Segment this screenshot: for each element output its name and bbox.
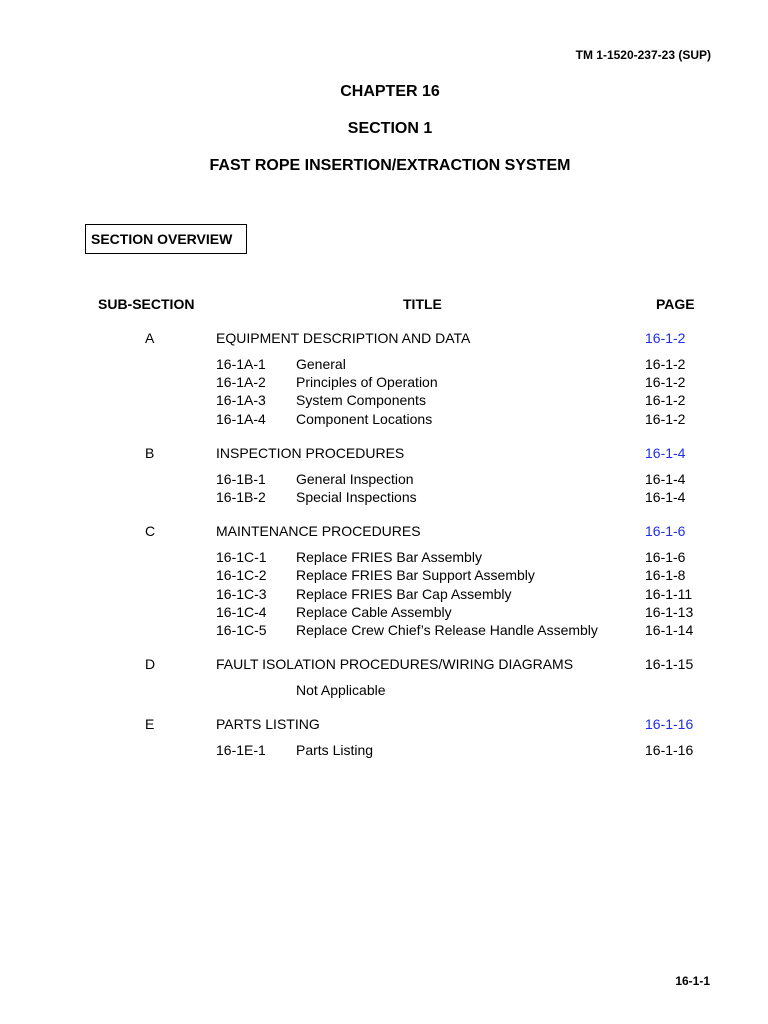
item-page: 16-1-6 bbox=[645, 549, 686, 565]
item-title: Replace FRIES Bar Support Assembly bbox=[296, 567, 535, 583]
subsection-letter: B bbox=[145, 445, 155, 461]
column-header-sub-section: SUB-SECTION bbox=[98, 296, 195, 312]
subsection-letter: E bbox=[145, 716, 155, 732]
item-title: Replace Crew Chief’s Release Handle Assembly bbox=[296, 622, 598, 638]
subsection-page-link[interactable]: 16-1-16 bbox=[645, 716, 694, 732]
subsection-page-link[interactable]: 16-1-4 bbox=[645, 445, 686, 461]
item-page: 16-1-4 bbox=[645, 471, 686, 487]
subsection-page-link[interactable]: 16-1-6 bbox=[645, 523, 686, 539]
item-code: 16-1A-1 bbox=[216, 356, 266, 372]
item-page: 16-1-14 bbox=[645, 622, 694, 638]
item-code: 16-1A-3 bbox=[216, 392, 266, 408]
item-title: Special Inspections bbox=[296, 489, 417, 505]
item-code: 16-1C-5 bbox=[216, 622, 267, 638]
item-code: 16-1C-4 bbox=[216, 604, 267, 620]
item-code: 16-1C-3 bbox=[216, 586, 267, 602]
subsection-title: PARTS LISTING bbox=[216, 716, 320, 732]
section-overview-label: SECTION OVERVIEW bbox=[85, 224, 247, 254]
item-code: 16-1C-2 bbox=[216, 567, 267, 583]
item-page: 16-1-13 bbox=[645, 604, 694, 620]
chapter-title: CHAPTER 16 bbox=[340, 83, 440, 100]
item-code: 16-1B-1 bbox=[216, 471, 266, 487]
item-title: Not Applicable bbox=[296, 682, 386, 698]
section-title: SECTION 1 bbox=[347, 120, 433, 137]
item-title: Principles of Operation bbox=[296, 374, 438, 390]
subsection-title: INSPECTION PROCEDURES bbox=[216, 445, 405, 461]
item-title: System Components bbox=[296, 392, 426, 408]
item-code: 16-1A-2 bbox=[216, 374, 266, 390]
item-page: 16-1-8 bbox=[645, 567, 686, 583]
column-header-title: TITLE bbox=[403, 296, 442, 312]
item-page: 16-1-4 bbox=[645, 489, 686, 505]
item-page: 16-1-2 bbox=[645, 411, 686, 427]
subsection-letter: C bbox=[145, 523, 156, 539]
item-code: 16-1A-4 bbox=[216, 411, 266, 427]
subsection-letter: A bbox=[145, 330, 155, 346]
subsection-page: 16-1-15 bbox=[645, 656, 694, 672]
item-code: 16-1C-1 bbox=[216, 549, 267, 565]
system-title: FAST ROPE INSERTION/EXTRACTION SYSTEM bbox=[209, 157, 571, 174]
subsection-page-link[interactable]: 16-1-2 bbox=[645, 330, 686, 346]
item-title: Replace FRIES Bar Assembly bbox=[296, 549, 482, 565]
item-code: 16-1B-2 bbox=[216, 489, 266, 505]
item-title: Replace FRIES Bar Cap Assembly bbox=[296, 586, 512, 602]
item-title: Parts Listing bbox=[296, 742, 374, 758]
item-page: 16-1-2 bbox=[645, 392, 686, 408]
page-number: 16-1-1 bbox=[675, 974, 710, 988]
item-title: General bbox=[296, 356, 346, 372]
document-reference: TM 1-1520-237-23 (SUP) bbox=[575, 48, 711, 62]
item-title: General Inspection bbox=[296, 471, 414, 487]
item-page: 16-1-16 bbox=[645, 742, 694, 758]
item-title: Component Locations bbox=[296, 411, 433, 427]
item-page: 16-1-11 bbox=[645, 586, 693, 602]
subsection-letter: D bbox=[145, 656, 156, 672]
item-title: Replace Cable Assembly bbox=[296, 604, 452, 620]
item-page: 16-1-2 bbox=[645, 374, 686, 390]
subsection-title: FAULT ISOLATION PROCEDURES/WIRING DIAGRAMS bbox=[216, 656, 574, 672]
subsection-title: MAINTENANCE PROCEDURES bbox=[216, 523, 421, 539]
subsection-title: EQUIPMENT DESCRIPTION AND DATA bbox=[216, 330, 471, 346]
item-page: 16-1-2 bbox=[645, 356, 686, 372]
item-code: 16-1E-1 bbox=[216, 742, 266, 758]
column-header-page: PAGE bbox=[656, 296, 695, 312]
